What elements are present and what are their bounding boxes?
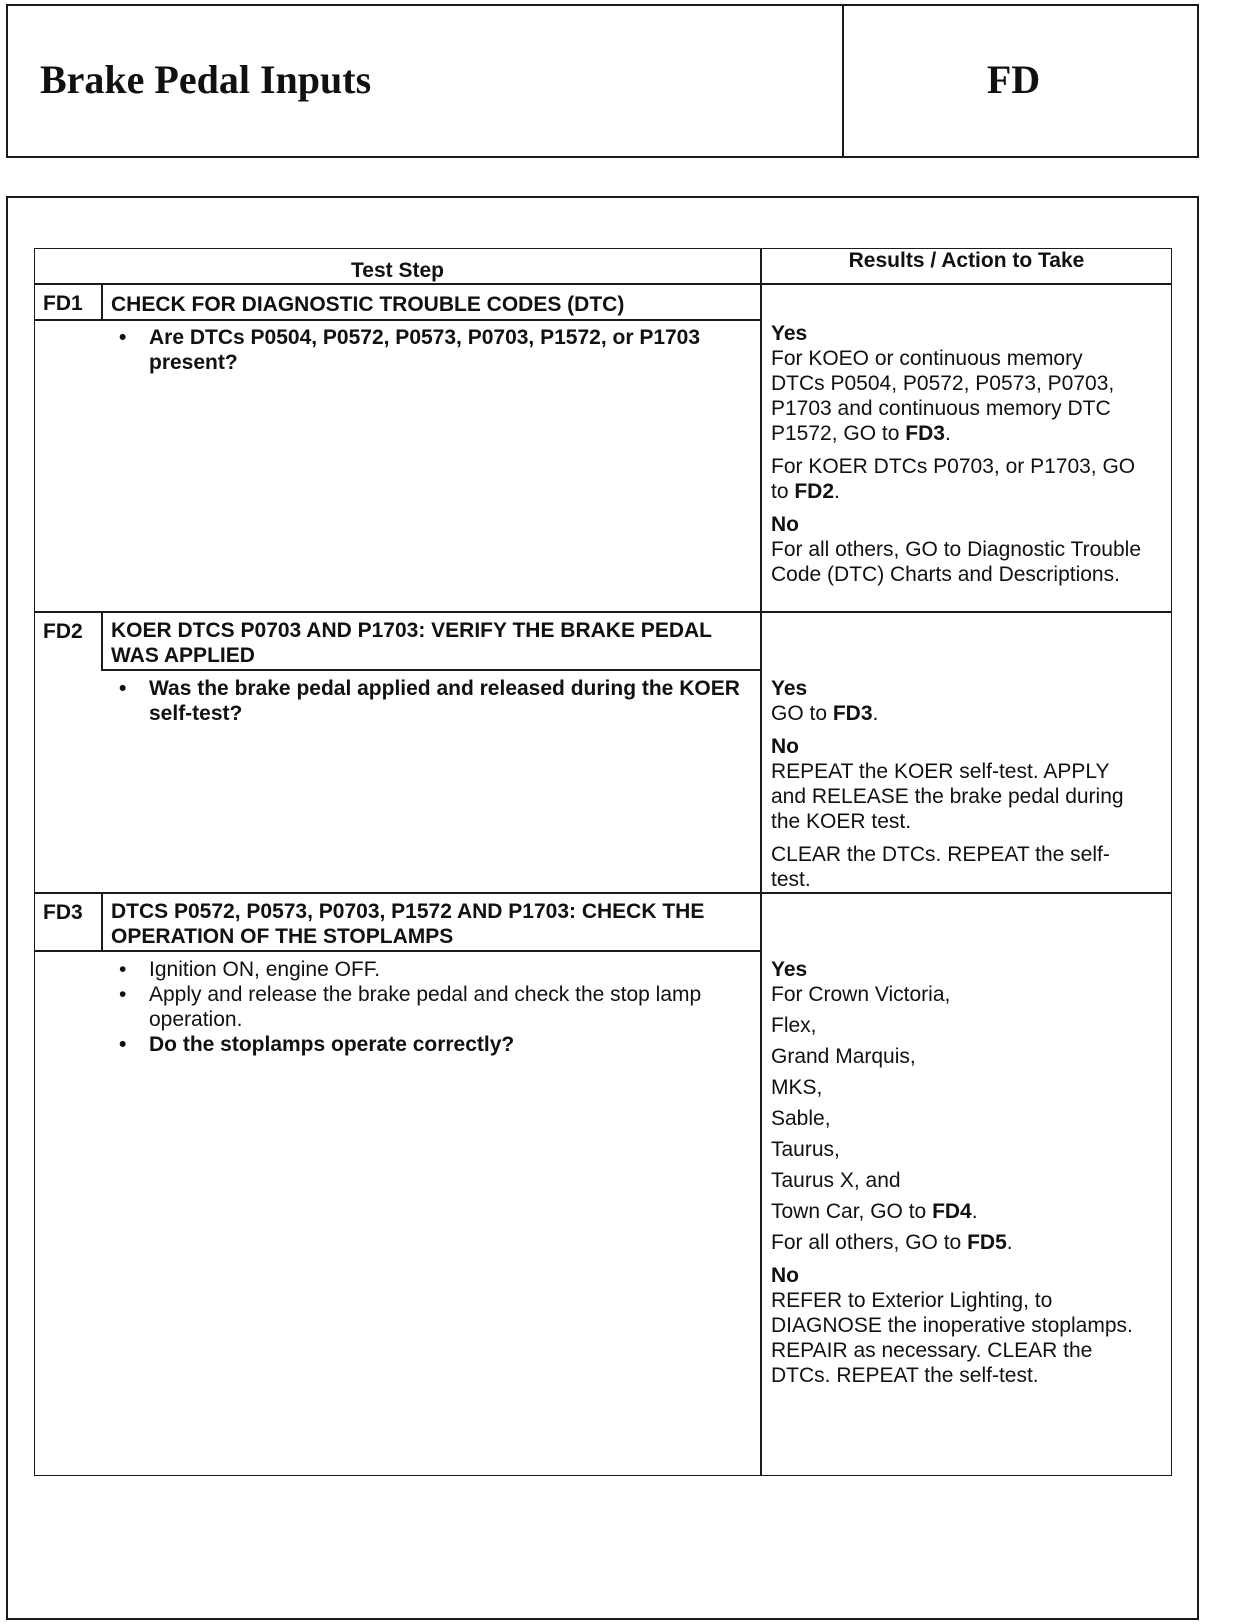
result-text: REPEAT the KOER self-test. APPLY and RELEASE the brake pedal during the KOER test.	[771, 760, 1124, 833]
result-text: For KOEO or continuous memory DTCs P0504, P0572, P0573, P0703, P1703 and continuous memory DTC P1572, GO to FD3.	[771, 347, 1115, 445]
vehicle-item: MKS,	[771, 1076, 823, 1099]
result-text: For all others, GO to Diagnostic Trouble Code (DTC) Charts and Descriptions.	[771, 538, 1141, 586]
no-label: No	[771, 1264, 799, 1287]
results-fd3	[771, 957, 1141, 1388]
title-border-fd1	[35, 319, 760, 321]
row-border-fd2	[35, 892, 1171, 894]
result-text: For KOER DTCs P0703, or P1703, GO to FD2.	[771, 455, 1136, 503]
step-title-fd1: CHECK FOR DIAGNOSTIC TROUBLE CODES (DTC)	[111, 293, 625, 316]
result-text: Town Car, GO to FD4.	[771, 1200, 978, 1223]
vehicle-item: For Crown Victoria,	[771, 983, 951, 1006]
step-ref-fd2[interactable]: FD2	[794, 480, 835, 503]
title-border-fd3	[35, 950, 760, 952]
header-results: Results / Action to Take	[848, 249, 1085, 272]
title-border-fd2	[101, 669, 760, 671]
result-text: GO to FD3.	[771, 702, 879, 725]
row-border-fd1	[35, 611, 1171, 613]
yes-label: Yes	[771, 958, 808, 981]
step-bullets-fd1	[113, 325, 773, 375]
no-label: No	[771, 513, 799, 536]
step-id-fd3: FD3	[43, 901, 83, 924]
yes-label: Yes	[771, 677, 808, 700]
diagnostic-table	[34, 248, 1172, 1476]
step-bullets-fd3	[113, 957, 773, 1057]
step-ref-fd3[interactable]: FD3	[905, 422, 945, 445]
step-id-fd2: FD2	[43, 620, 83, 643]
no-label: No	[771, 735, 799, 758]
vehicle-item: Flex,	[771, 1014, 817, 1037]
bullet-item: • Apply and release the brake pedal and check the stop lamp operation.	[113, 982, 773, 1032]
step-ref-fd5[interactable]: FD5	[967, 1231, 1007, 1254]
column-divider	[760, 249, 762, 1475]
vehicle-item: Grand Marquis,	[771, 1045, 916, 1068]
step-ref-fd4[interactable]: FD4	[932, 1200, 972, 1223]
header-row-border	[35, 283, 1171, 285]
step-ref-fd3[interactable]: FD3	[832, 702, 873, 725]
vehicle-item: Taurus X, and	[771, 1169, 901, 1192]
bullet-item: • Do the stoplamps operate correctly?	[113, 1032, 773, 1057]
step-title-fd2: KOER DTCS P0703 AND P1703: VERIFY THE BRAKE PEDAL WAS APPLIED	[111, 619, 712, 667]
step-title-fd3: DTCS P0572, P0573, P0703, P1572 AND P1703: CHECK THE OPERATION OF THE STOPLAMPS	[111, 900, 705, 948]
yes-label: Yes	[771, 322, 808, 345]
step-bullets-fd2	[113, 676, 773, 726]
step-id-fd1: FD1	[43, 292, 83, 315]
bullet-item: • Ignition ON, engine OFF.	[113, 957, 773, 982]
page-title: Brake Pedal Inputs	[40, 57, 372, 102]
results-fd1	[771, 321, 1141, 587]
header-test-step: Test Step	[351, 259, 444, 282]
vehicle-item: Sable,	[771, 1107, 831, 1130]
results-fd2	[771, 676, 1141, 892]
result-text: CLEAR the DTCs. REPEAT the self-test.	[771, 843, 1110, 891]
vehicle-item: Taurus,	[771, 1138, 840, 1161]
bullet-item: • Was the brake pedal applied and released during the KOER self-test?	[113, 676, 773, 726]
result-text: For all others, GO to FD5.	[771, 1231, 1013, 1254]
section-code: FD	[986, 57, 1041, 102]
result-text: REFER to Exterior Lighting, to DIAGNOSE the inoperative stoplamps. REPAIR as necessary. CLEAR the DTCs. REPEAT the self-test.	[771, 1289, 1133, 1387]
bullet-item: • Are DTCs P0504, P0572, P0573, P0703, P1572, or P1703 present?	[113, 325, 773, 375]
